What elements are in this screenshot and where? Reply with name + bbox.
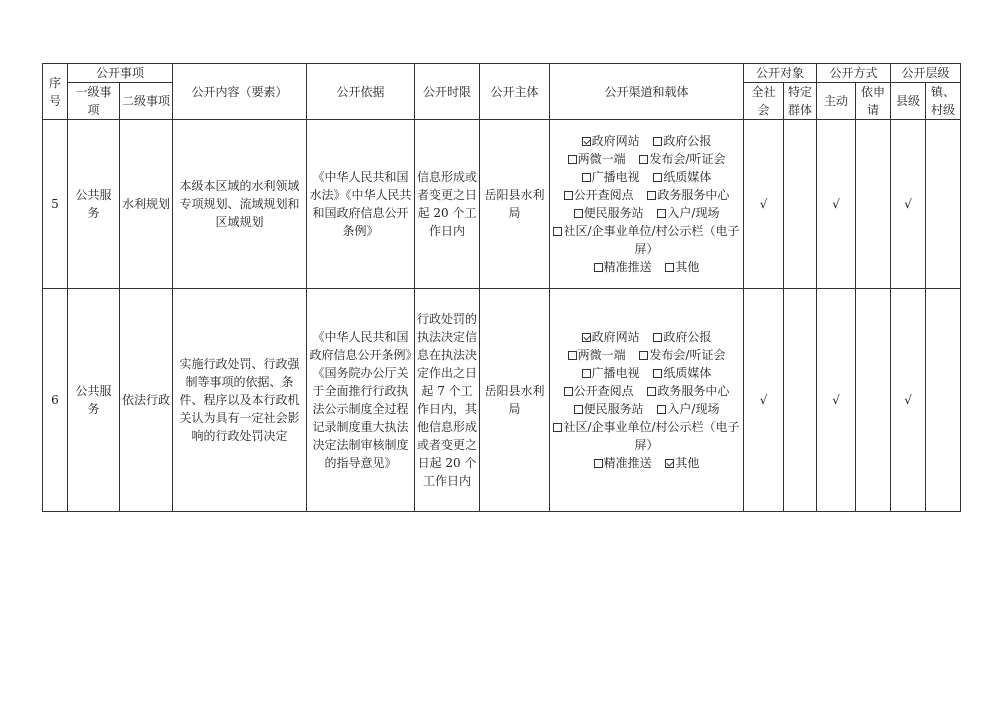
row-level-town bbox=[926, 289, 961, 512]
checkbox-icon bbox=[639, 351, 648, 360]
checkbox-icon bbox=[647, 191, 656, 200]
channel-gov-gazette: 政府公报 bbox=[653, 132, 711, 150]
header-content: 公开内容（要素） bbox=[173, 64, 307, 120]
header-items-group: 公开事项 bbox=[68, 64, 173, 83]
checkbox-icon bbox=[665, 263, 674, 272]
row-level-county: √ bbox=[891, 120, 926, 289]
row-seq: 5 bbox=[43, 120, 68, 289]
disclosure-table bbox=[42, 63, 961, 512]
row-subject: 岳阳县水利局 bbox=[480, 120, 550, 289]
row-level2: 依法行政 bbox=[120, 289, 173, 512]
channel-community: 社区/企事业单位/村公示栏（电子屏） bbox=[553, 420, 739, 452]
channel-service-station: 便民服务站 bbox=[574, 204, 644, 222]
header-row-top bbox=[43, 64, 961, 83]
checked-box-icon bbox=[582, 137, 591, 146]
header-target-specific: 特定群体 bbox=[784, 83, 817, 120]
channel-gov-website: 政府网站 bbox=[582, 132, 640, 150]
checkbox-icon bbox=[574, 209, 583, 218]
row-channels bbox=[550, 120, 744, 289]
row-level2: 水利规划 bbox=[120, 120, 173, 289]
table-row bbox=[43, 120, 961, 289]
checkbox-icon bbox=[653, 333, 662, 342]
row-level1: 公共服务 bbox=[68, 120, 120, 289]
header-subject: 公开主体 bbox=[480, 64, 550, 120]
header-channels: 公开渠道和载体 bbox=[550, 64, 744, 120]
header-level-group: 公开层级 bbox=[891, 64, 961, 83]
row-level-county: √ bbox=[891, 289, 926, 512]
header-time-limit: 公开时限 bbox=[415, 64, 480, 120]
header-level-town: 镇、村级 bbox=[926, 83, 961, 120]
row-method-request bbox=[856, 120, 891, 289]
channel-other: 其他 bbox=[665, 258, 699, 276]
row-method-active: √ bbox=[817, 120, 856, 289]
channel-press-conf: 发布会/听证会 bbox=[639, 150, 725, 168]
checkbox-icon bbox=[582, 173, 591, 182]
checkbox-icon bbox=[582, 369, 591, 378]
row-time-limit: 信息形成或者变更之日起 20 个工作日内 bbox=[415, 120, 480, 289]
row-target-all: √ bbox=[744, 289, 784, 512]
checkbox-icon bbox=[657, 209, 666, 218]
channel-service-station: 便民服务站 bbox=[574, 400, 644, 418]
checkbox-icon bbox=[647, 387, 656, 396]
row-target-specific bbox=[784, 120, 817, 289]
header-level1: 一级事项 bbox=[68, 83, 120, 120]
row-method-request bbox=[856, 289, 891, 512]
checkbox-icon bbox=[568, 351, 577, 360]
checkbox-icon bbox=[639, 155, 648, 164]
channel-service-center: 政务服务中心 bbox=[647, 382, 729, 400]
channel-precise-push: 精准推送 bbox=[594, 258, 652, 276]
channel-gov-website: 政府网站 bbox=[582, 328, 640, 346]
channel-two-micro: 两微一端 bbox=[568, 150, 626, 168]
channel-two-micro: 两微一端 bbox=[568, 346, 626, 364]
header-method-active: 主动 bbox=[817, 83, 856, 120]
row-basis: 《中华人民共和国水法》《中华人民共和国政府信息公开条例》 bbox=[307, 120, 415, 289]
channel-door-site: 入户/现场 bbox=[657, 204, 719, 222]
checkbox-icon bbox=[564, 387, 573, 396]
row-level1: 公共服务 bbox=[68, 289, 120, 512]
checkbox-icon bbox=[568, 155, 577, 164]
checkbox-icon bbox=[653, 137, 662, 146]
checkbox-icon bbox=[594, 459, 603, 468]
channel-broadcast-tv: 广播电视 bbox=[582, 168, 640, 186]
checked-box-icon bbox=[582, 333, 591, 342]
header-level2: 二级事项 bbox=[120, 83, 173, 120]
row-subject: 岳阳县水利局 bbox=[480, 289, 550, 512]
header-target-all: 全社会 bbox=[744, 83, 784, 120]
row-time-limit: 行政处罚的执法决定信息在执法决定作出之日起 7 个工作日内，其他信息形成或者变更之日起 20 个工作日内 bbox=[415, 289, 480, 512]
header-seq: 序号 bbox=[43, 64, 68, 120]
header-target-group: 公开对象 bbox=[744, 64, 817, 83]
table-row bbox=[43, 289, 961, 512]
row-channels bbox=[550, 289, 744, 512]
channel-reading-points: 公开查阅点 bbox=[564, 186, 634, 204]
row-target-specific bbox=[784, 289, 817, 512]
checkbox-icon bbox=[564, 191, 573, 200]
row-content: 本级本区域的水利领域专项规划、流域规划和区域规划 bbox=[173, 120, 307, 289]
checkbox-icon bbox=[653, 369, 662, 378]
checkbox-icon bbox=[553, 423, 562, 432]
channel-other: 其他 bbox=[665, 454, 699, 472]
channel-press-conf: 发布会/听证会 bbox=[639, 346, 725, 364]
channel-print-media: 纸质媒体 bbox=[653, 364, 711, 382]
row-basis: 《中华人民共和国政府信息公开条例》《国务院办公厅关于全面推行行政执法公示制度全过程记录制度重大执法决定法制审核制度的指导意见》 bbox=[307, 289, 415, 512]
row-method-active: √ bbox=[817, 289, 856, 512]
row-level-town bbox=[926, 120, 961, 289]
channel-gov-gazette: 政府公报 bbox=[653, 328, 711, 346]
checked-box-icon bbox=[665, 459, 674, 468]
header-method-request: 依申请 bbox=[856, 83, 891, 120]
row-seq: 6 bbox=[43, 289, 68, 512]
channel-service-center: 政务服务中心 bbox=[647, 186, 729, 204]
checkbox-icon bbox=[553, 227, 562, 236]
channel-door-site: 入户/现场 bbox=[657, 400, 719, 418]
header-level-county: 县级 bbox=[891, 83, 926, 120]
header-method-group: 公开方式 bbox=[817, 64, 891, 83]
row-content: 实施行政处罚、行政强制等事项的依据、条件、程序以及本行政机关认为具有一定社会影响的行政处罚决定 bbox=[173, 289, 307, 512]
channel-precise-push: 精准推送 bbox=[594, 454, 652, 472]
checkbox-icon bbox=[653, 173, 662, 182]
channel-community: 社区/企事业单位/村公示栏（电子屏） bbox=[553, 224, 739, 256]
row-target-all: √ bbox=[744, 120, 784, 289]
header-basis: 公开依据 bbox=[307, 64, 415, 120]
channel-print-media: 纸质媒体 bbox=[653, 168, 711, 186]
checkbox-icon bbox=[594, 263, 603, 272]
channel-broadcast-tv: 广播电视 bbox=[582, 364, 640, 382]
channel-reading-points: 公开查阅点 bbox=[564, 382, 634, 400]
checkbox-icon bbox=[574, 405, 583, 414]
checkbox-icon bbox=[657, 405, 666, 414]
